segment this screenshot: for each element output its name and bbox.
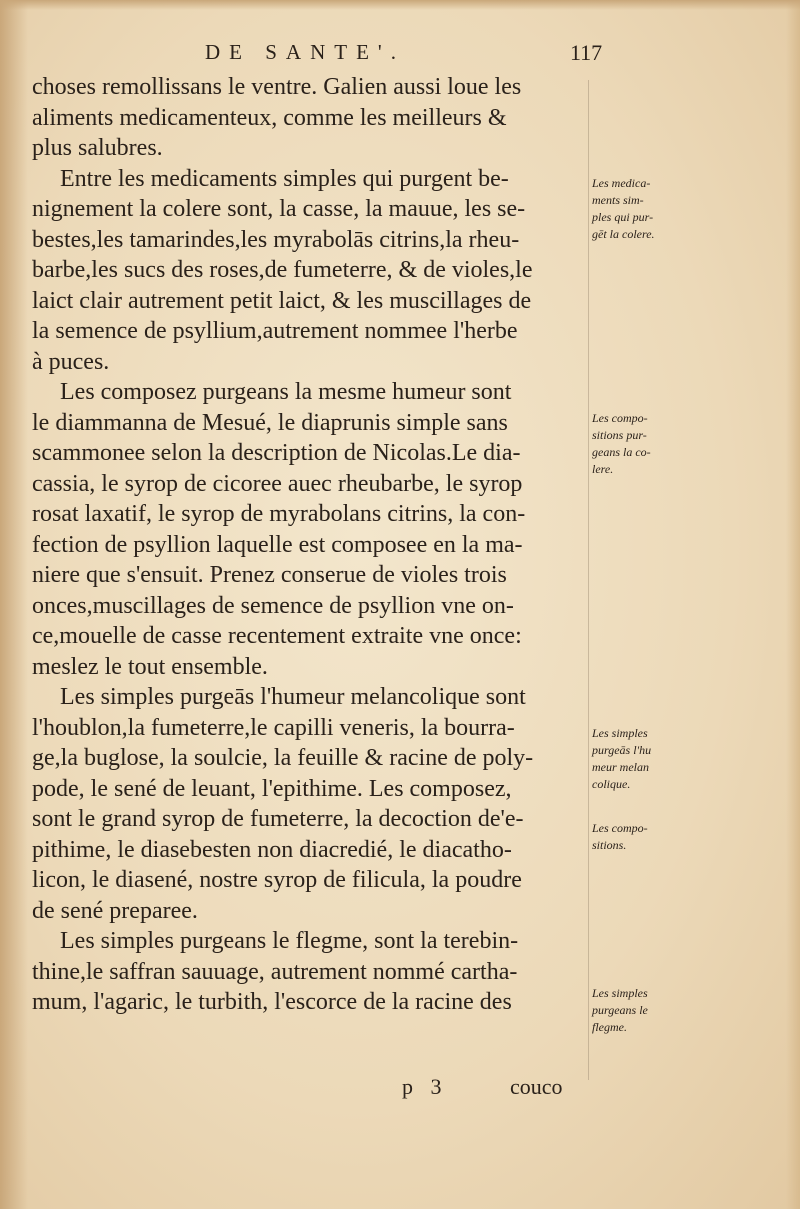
margin-note-line: flegme. [592, 1020, 627, 1034]
page-footer [0, 1074, 800, 1104]
text-line: ge,la buglose, la soulcie, la feuille & racine de poly- [32, 745, 534, 771]
margin-note-line: gēt la colere. [592, 227, 655, 241]
margin-note [592, 820, 648, 854]
text-line: mum, l'agaric, le turbith, l'escorce de la racine des [32, 989, 512, 1015]
text-line: meslez le tout ensemble. [32, 653, 268, 680]
text-line: le diammanna de Mesué, le diaprunis simple sans [32, 409, 508, 436]
margin-note-line: purgeans le [592, 1003, 648, 1017]
text-line: fection de psyllion laquelle est composee en la ma- [32, 531, 523, 558]
text-line: de sené preparee. [32, 897, 198, 924]
text-line: sont le grand syrop de fumeterre, la decoction de'e- [32, 806, 524, 832]
text-line: Les simples purgeās l'humeur melancolique sont [60, 684, 526, 710]
paragraph [32, 72, 588, 164]
margin-note-line: lere. [592, 462, 614, 476]
margin-note-line: Les compo- [592, 411, 648, 425]
margin-note-line: ments sim- [592, 193, 644, 207]
text-line: aliments medicamenteux, comme les meilleurs & [32, 104, 507, 131]
margin-note [592, 410, 651, 478]
margin-note [592, 725, 651, 793]
text-line: niere que s'ensuit. Prenez conserue de violes trois [32, 562, 507, 588]
text-line: Entre les medicaments simples qui purgent be- [60, 165, 509, 192]
text-line: laict clair autrement petit laict, & les muscillages de [32, 287, 532, 314]
margin-note [592, 985, 648, 1036]
paragraph [32, 377, 588, 682]
text-line: nignement la colere sont, la casse, la mauue, les se- [32, 196, 526, 222]
paragraph [32, 164, 588, 378]
text-line: onces,muscillages de semence de psyllion vne on- [32, 592, 514, 619]
margin-note [592, 175, 655, 243]
text-line: ce,mouelle de casse recentement extraite vne once: [32, 623, 522, 649]
margin-note-line: meur melan [592, 760, 649, 774]
page-header [0, 40, 800, 72]
margin-note-line: Les simples [592, 726, 648, 740]
page-top-shadow [0, 0, 800, 10]
margin-note-line: Les compo- [592, 821, 648, 835]
text-line: à puces. [32, 348, 110, 375]
text-line: scammonee selon la description de Nicolas.Le dia- [32, 440, 521, 466]
margin-note-line: colique. [592, 777, 631, 791]
text-line: choses remollissans le ventre. Galien aussi loue les [32, 74, 522, 100]
catchword: couco [510, 1074, 563, 1099]
text-line: cassia, le syrop de cicoree auec rheubarbe, le syrop [32, 470, 523, 497]
margin-note-line: purgeās l'hu [592, 743, 652, 757]
text-line: licon, le diasené, nostre syrop de filicula, la poudre [32, 867, 522, 893]
text-line: la semence de psyllium,autrement nommee l'herbe [32, 318, 518, 344]
paragraph [32, 682, 588, 926]
text-line: thine,le saffran sauuage, autrement nommé cartha- [32, 958, 518, 985]
text-line: l'houblon,la fumeterre,le capilli veneris, la bourra- [32, 714, 515, 741]
margin-note-line: Les simples [592, 986, 648, 1000]
text-line: Les composez purgeans la mesme humeur sont [60, 379, 512, 405]
text-line: Les simples purgeans le flegme, sont la terebin- [60, 928, 519, 954]
page-edge-shadow [786, 0, 800, 1209]
page-gutter-shadow [0, 0, 28, 1209]
margin-note-line: geans la co- [592, 445, 651, 459]
margin-note-line: Les medica- [592, 176, 651, 190]
text-line: pode, le sené de leuant, l'epithime. Les composez, [32, 775, 512, 802]
margin-note-line: sitions pur- [592, 428, 647, 442]
text-line: barbe,les sucs des roses,de fumeterre, & de violes,le [32, 257, 533, 283]
page-number: 117 [570, 40, 603, 65]
margin-rule [588, 80, 589, 1080]
text-line: plus salubres. [32, 135, 163, 161]
paragraph [32, 926, 588, 1018]
margin-note-line: ples qui pur- [592, 210, 654, 224]
margin-note-line: sitions. [592, 838, 627, 852]
text-line: bestes,les tamarindes,les myrabolās citrins,la rheu- [32, 226, 520, 253]
text-line: rosat laxatif, le syrop de myrabolans citrins, la con- [32, 501, 526, 527]
signature-mark: p 3 [402, 1074, 448, 1099]
main-text-block [32, 72, 588, 1018]
running-head: DE SANTE'. [205, 40, 405, 64]
text-line: pithime, le diasebesten non diacredié, le diacatho- [32, 836, 512, 863]
